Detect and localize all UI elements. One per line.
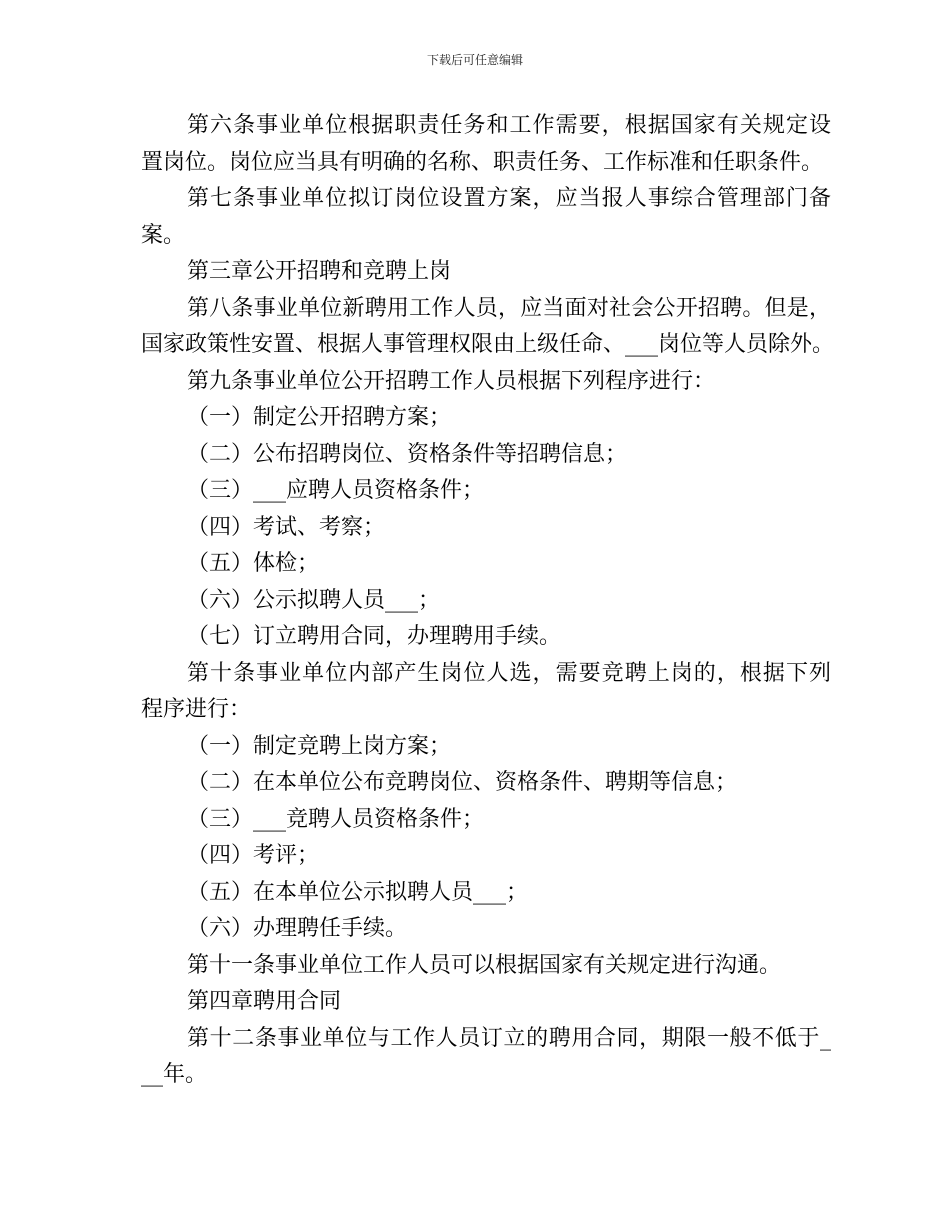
text-line: 程序进行： [141,697,252,722]
text-line: （三）___应聘人员资格条件； [187,478,485,503]
text-line: 第七条事业单位拟订岗位设置方案，应当报人事综合管理部门备 [187,186,831,211]
text-line: 第三章公开招聘和竞聘上岗 [187,259,452,284]
text-line: 第十一条事业单位工作人员可以根据国家有关规定进行沟通。 [187,952,782,978]
text-line: （六）公示拟聘人员___； [187,587,441,613]
text-line: 第十条事业单位内部产生岗位人选，需要竞聘上岗的，根据下列 [187,660,831,686]
text-line: （三）___竞聘人员资格条件； [187,806,485,832]
text-line: __年。 [141,1062,208,1087]
text-line: 第十二条事业单位与工作人员订立的聘用合同，期限一般不低于_ [187,1025,831,1051]
text-line: （六）办理聘任手续。 [187,916,408,941]
text-line: 第八条事业单位新聘用工作人员，应当面对社会公开招聘。但是， [187,295,831,321]
text-line: 置岗位。岗位应当具有明确的名称、职责任务、工作标准和任职条件。 [141,149,824,175]
document-body [141,108,835,1094]
text-line: （五）体检； [187,551,320,576]
text-line: （二）公布招聘岗位、资格条件等招聘信息； [187,441,628,467]
text-line: 案。 [141,222,186,248]
text-line: 第九条事业单位公开招聘工作人员根据下列程序进行： [187,368,716,394]
page-header: 下载后可任意编辑 [426,53,523,67]
text-line: （一）制定公开招聘方案； [187,405,452,430]
text-line: （五）在本单位公示拟聘人员___； [187,879,529,905]
text-line: （四）考评； [187,843,320,868]
text-line: （一）制定竞聘上岗方案； [187,733,452,759]
text-line: 国家政策性安置、根据人事管理权限由上级任命、___岗位等人员除外。 [141,332,835,357]
text-line: 第四章聘用合同 [187,989,342,1014]
text-line: （二）在本单位公布竞聘岗位、资格条件、聘期等信息； [187,770,738,795]
text-line: （四）考试、考察； [187,514,386,540]
text-line: （七）订立聘用合同，办理聘用手续。 [187,624,562,649]
text-line: 第六条事业单位根据职责任务和工作需要，根据国家有关规定设 [187,113,831,138]
